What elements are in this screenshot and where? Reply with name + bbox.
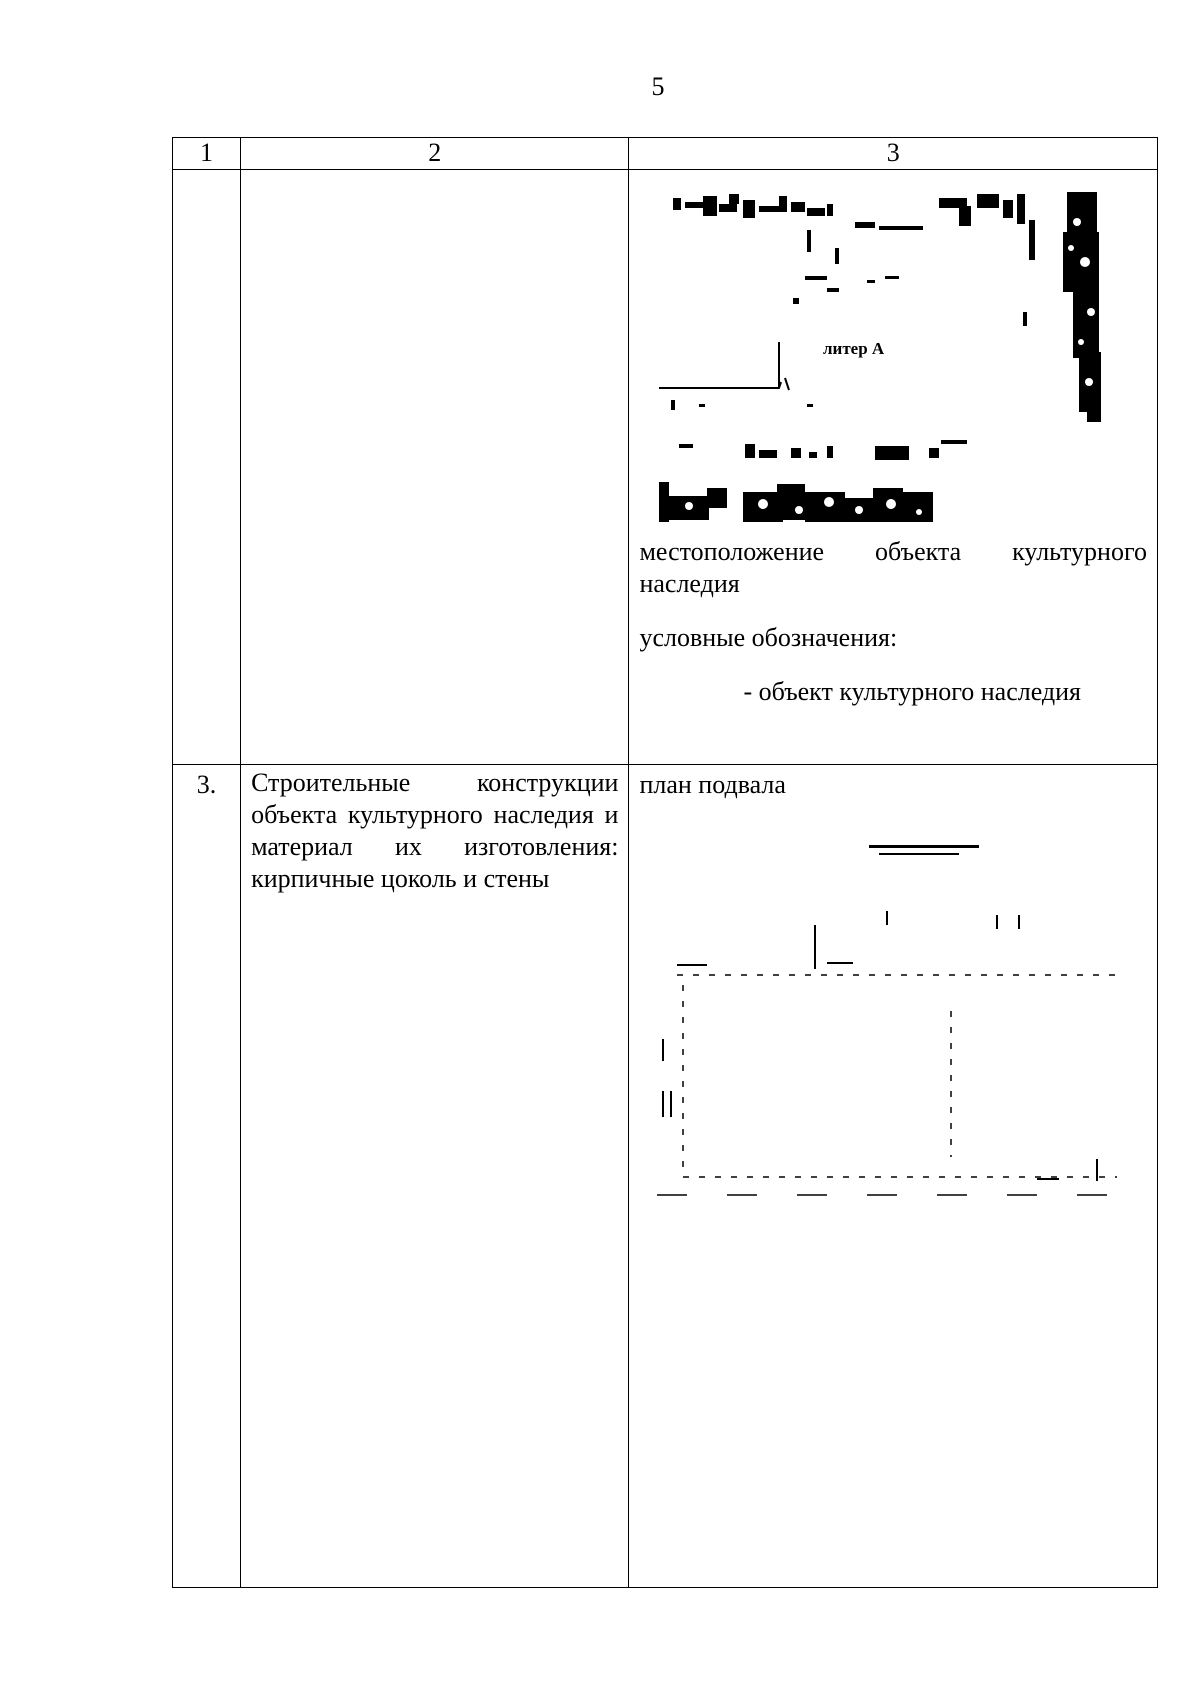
location-caption: местоположение объекта культурного наследия (639, 537, 1147, 598)
table-row (173, 765, 1158, 1588)
basement-plan-image (657, 845, 1137, 1233)
row-illustration-cell (629, 170, 1158, 765)
header-col-2: 2 (241, 138, 629, 170)
site-plan-image (659, 192, 1125, 536)
heritage-table (172, 137, 1158, 1588)
plan-title: план подвала (639, 770, 786, 799)
row-description (241, 170, 629, 765)
site-plan-label: литер А (823, 339, 885, 358)
page-number: 5 (651, 72, 665, 101)
row-number: 3. (173, 765, 241, 1588)
header-col-3: 3 (629, 138, 1158, 170)
legend-title: условные обозначения: (639, 623, 898, 652)
table-row (173, 170, 1158, 765)
row-number (173, 170, 241, 765)
header-col-1: 1 (173, 138, 241, 170)
legend-item: - объект культурного наследия (743, 677, 1082, 706)
row-description: Строительные конструкции объекта культурного наследия и материал их изготовления: кирпичные цоколь и стены (241, 765, 629, 1588)
table-header-row (173, 138, 1158, 170)
row-illustration-cell (629, 765, 1158, 1588)
